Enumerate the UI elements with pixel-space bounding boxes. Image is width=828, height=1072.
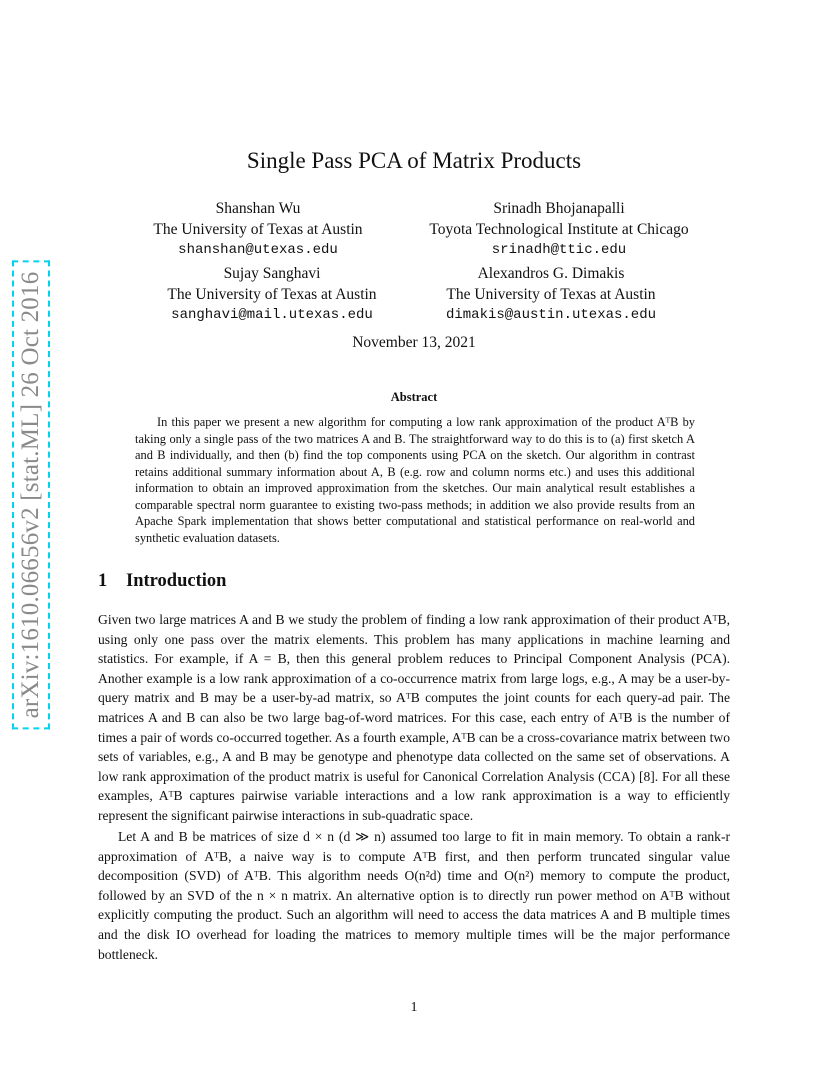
author-email[interactable]: dimakis@austin.utexas.edu xyxy=(445,307,657,323)
author-affiliation: The University of Texas at Austin xyxy=(153,221,363,238)
paper-date: November 13, 2021 xyxy=(352,334,476,351)
author-email[interactable]: shanshan@utexas.edu xyxy=(178,242,338,258)
author-block-2 xyxy=(394,198,724,261)
author-affiliation: Toyota Technological Institute at Chicago xyxy=(429,221,689,238)
author-name: Shanshan Wu xyxy=(215,200,301,217)
abstract-text: In this paper we present a new algorithm for computing a low rank approximation of the product AᵀB by taking only a single pass of the two matrices A and B. The straightforward way to do this is to (a) first sketch A and B individually, and then (b) find the top components using PCA on the sketch. Our algorithm in contrast retains additional summary information about A, B (e.g. row and column norms etc.) and uses this additional information to obtain an improved approximation from the sketches. Our main analytical result establishes a comparable spectral norm guarantee to existing two-pass methods; in addition we also provide results from an Apache Spark implementation that shows better computational and statistical performance on real-world and synthetic evaluation datasets. xyxy=(135,415,695,545)
author-name: Sujay Sanghavi xyxy=(223,265,321,282)
body-paragraph: Given two large matrices A and B we study the problem of finding a low rank approximation of their product AᵀB, using only one pass over the matrix elements. This problem has many applications in machine learning and statistics. For example, if A = B, then this general problem reduces to Principal Component Analysis (PCA). Another example is a low rank approximation of a co-occurrence matrix from large logs, e.g., A may be a user-by-query matrix and B may be a user-by-ad matrix, so AᵀB computes the joint counts for each query-ad pair. The matrices A and B can also be two large bag-of-word matrices. For this case, each entry of AᵀB is the number of times a pair of words co-occurred together. As a fourth example, AᵀB can be a cross-covariance matrix between two sets of variables, e.g., A and B may be genotype and phenotype data collected on the same set of observations. A low rank approximation of the product matrix is useful for Canonical Correlation Analysis (CCA) [8]. For all these examples, AᵀB captures pairwise variable interactions and a low rank approximation is a way to efficiently represent the significant pairwise interactions in sub-quadratic space. xyxy=(98,612,730,823)
page-number: 1 xyxy=(410,1000,418,1015)
author-affiliation: The University of Texas at Austin xyxy=(446,286,656,303)
section-number: 1 xyxy=(98,571,108,591)
author-block-4 xyxy=(401,263,701,326)
paper-title: Single Pass PCA of Matrix Products xyxy=(246,148,582,173)
author-block-1 xyxy=(108,198,408,261)
author-name: Srinadh Bhojanapalli xyxy=(493,200,625,217)
arxiv-identifier-stamp[interactable]: arXiv:1610.06656v2 [stat.ML] 26 Oct 2016 xyxy=(15,264,47,727)
section-heading xyxy=(98,571,226,592)
arxiv-stamp-container xyxy=(10,250,52,740)
author-name: Alexandros G. Dimakis xyxy=(477,265,625,282)
author-affiliation: The University of Texas at Austin xyxy=(167,286,377,303)
abstract-heading: Abstract xyxy=(390,390,438,404)
body-paragraph: Let A and B be matrices of size d × n (d ≫ n) assumed too large to fit in main memory. To obtain a rank-r approximation of AᵀB, a naive way is to compute AᵀB first, and then perform truncated singular value decomposition (SVD) of AᵀB. This algorithm needs O(n²d) time and O(n²) memory to compute the product, followed by an SVD of the n × n matrix. An alternative option is to directly run power method on AᵀB without explicitly computing the product. Such an algorithm will need to access the data matrices A and B multiple times and the disk IO overhead for loading the matrices to memory multiple times will be the major performance bottleneck. xyxy=(98,829,730,962)
author-email[interactable]: srinadh@ttic.edu xyxy=(491,242,627,258)
author-email[interactable]: sanghavi@mail.utexas.edu xyxy=(171,307,373,323)
author-block-3 xyxy=(122,263,422,326)
section-title: Introduction xyxy=(126,571,227,591)
